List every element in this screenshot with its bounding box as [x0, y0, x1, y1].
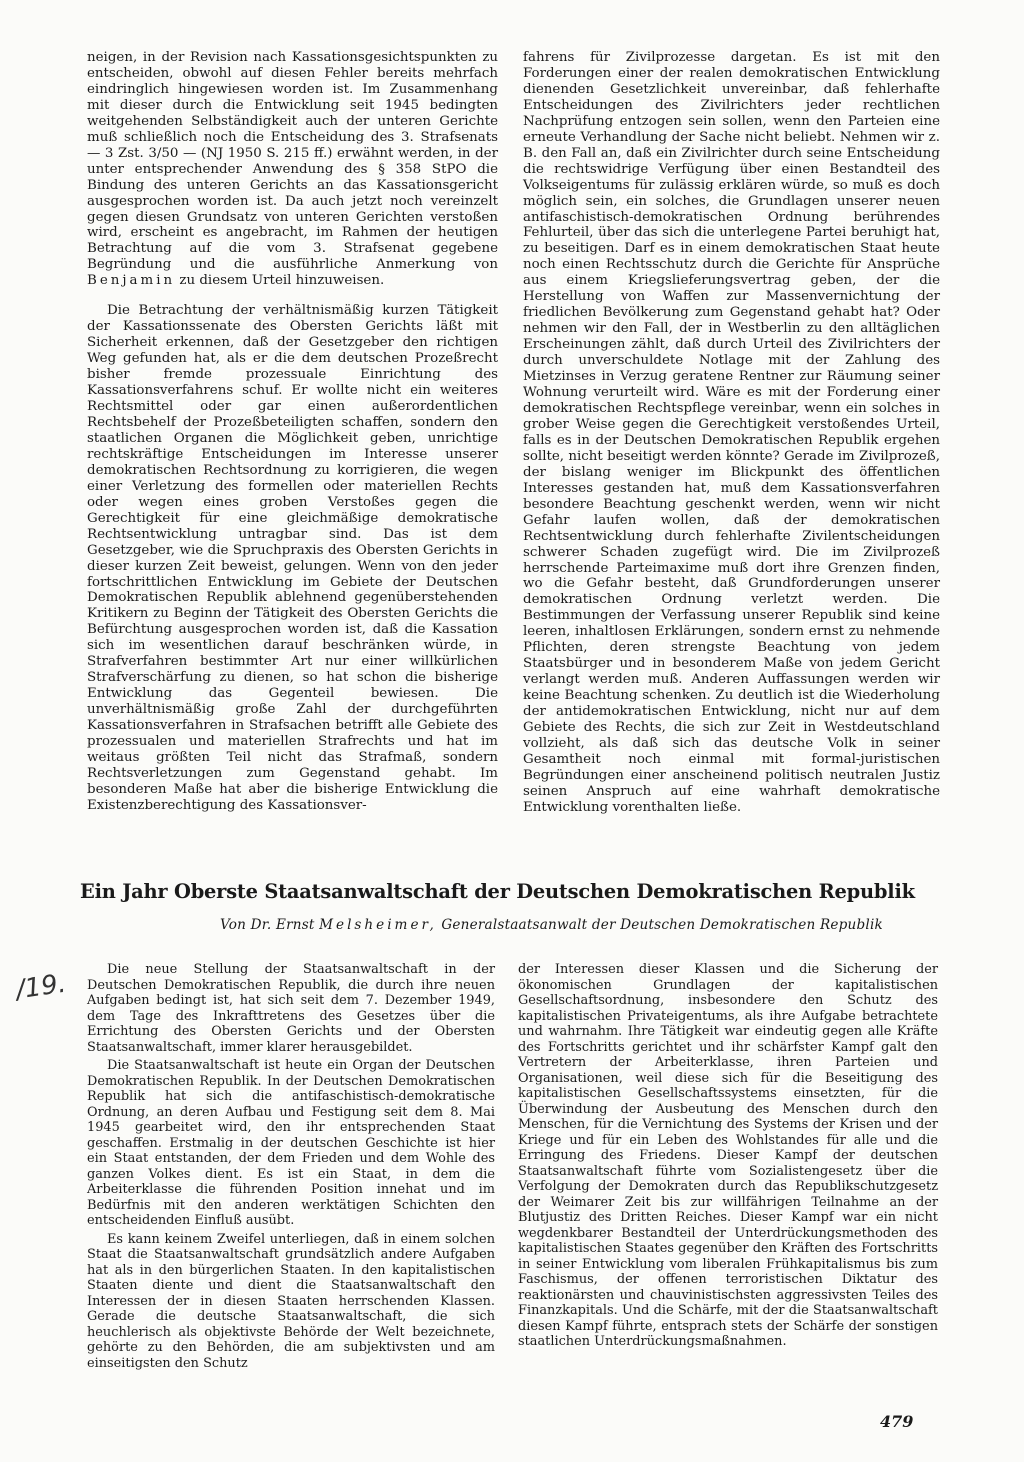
- bottom-left-column: [87, 962, 495, 1371]
- author-name: Benjamin: [87, 273, 176, 289]
- handwritten-margin-note: /19.: [14, 968, 68, 1006]
- paragraph: Die Staatsanwaltschaft ist heute ein Organ der Deutschen Demokratischen Republik. In der Deutschen Demokratischen Republik hat sich die antifaschistisch-demokratische Ordnung, an deren Aufbau und Festigung seit dem 8. Mai 1945 gearbeitet wird, den ihr entsprechenden Staat geschaffen. Erstmalig in der deutschen Geschichte ist hier ein Staat entstanden, der dem Frieden und dem Wohle des ganzen Volkes dient. Es ist ein Staat, in dem die Arbeiterklasse die führenden Position innehat und im Bedürfnis mit den anderen werktätigen Schichten den entscheidenden Einfluß ausübt.: [87, 1058, 495, 1228]
- bottom-right-column: [518, 962, 938, 1350]
- paragraph: Die Betrachtung der verhältnismäßig kurzen Tätigkeit der Kassationssenate des Obersten Gerichts läßt mit Sicherheit erkennen, daß der Gesetzgeber den richtigen Weg gefunden hat, als er die dem deutschen Prozeßrecht bisher fremde prozessuale Einrichtung des Kassationsverfahrens schuf. Er wollte nicht ein weiteres Rechtsmittel oder gar einen außerordentlichen Rechtsbehelf der Prozeßbeteiligten schaffen, sondern den staatlichen Organen die Möglichkeit geben, unrichtige rechtskräftige Entscheidungen im Interesse unserer demokratischen Rechtsordnung zu korrigieren, die wegen einer Verletzung des formellen oder materiellen Rechts oder wegen eines groben Verstoßes gegen die Gerechtigkeit für eine gleichmäßige demokratische Rechtsentwicklung untragbar sind. Das ist dem Gesetzgeber, wie die Spruchpraxis des Obersten Gerichts in dieser kurzen Zeit beweist, gelungen. Wenn von den jeder fortschrittlichen Entwicklung im Gebiete der Deutschen Demokratischen Republik ablehnend gegenüberstehenden Kritikern zu Beginn der Tätigkeit des Obersten Gerichts die Befürchtung ausgesprochen worden ist, daß die Kassation sich im wesentlichen darauf beschränken würde, in Strafverfahren bestimmter Art nur einer willkürlichen Strafverschärfung zu dienen, so hat schon die bisherige Entwicklung das Gegenteil bewiesen. Die unverhältnismäßig große Zahl der durchgeführten Kassationsverfahren in Strafsachen betrifft alle Gebiete des prozessualen und materiellen Strafrechts und hat im weitaus größten Teil nicht das Strafmaß, sondern Rechtsverletzungen zum Gegenstand gehabt. Im besonderen Maße hat aber die bisherige Entwicklung die Existenzberechtigung des Kassationsver-: [87, 303, 498, 813]
- paragraph: neigen, in der Revision nach Kassationsgesichtspunkten zu entscheiden, obwohl auf diesen Fehler bereits mehrfach eindringlich hingewiesen worden ist. Im Zusammenhang mit dieser durch die Entwicklung seit 1945 bedingten weitgehenden Selbständigkeit auch der unteren Gerichte muß schließlich noch die Entscheidung des 3. Strafsenats — 3 Zst. 3/50 — (NJ 1950 S. 215 ff.) erwähnt werden, in der unter entsprechender Anwendung des § 358 StPO die Bindung des unteren Gerichts an das Kassationsgericht ausgesprochen worden ist. Da auch jetzt noch vereinzelt gegen diesen Grundsatz von unteren Gerichten verstoßen wird, erscheint es angebracht, im Rahmen der heutigen Betrachtung auf die vom 3. Strafsenat gegebene Begründung und die ausführliche Anmerkung von Benjamin zu diesem Urteil hinzuweisen.: [87, 50, 498, 289]
- top-left-column: [87, 50, 498, 814]
- paragraph: Es kann keinem Zweifel unterliegen, daß in einem solchen Staat die Staatsanwaltschaft grundsätzlich andere Aufgaben hat als in den bürgerlichen Staaten. In den kapitalistischen Staaten diente und dient die Staatsanwaltschaft den Interessen der in diesen Staaten herrschenden Klassen. Gerade die deutsche Staatsanwaltschaft, die sich heuchlerisch als objektivste Behörde der Welt bezeichnete, gehörte zu den Behörden, die am subjektivsten und am einseitigsten den Schutz: [87, 1231, 495, 1371]
- paragraph: Die neue Stellung der Staatsanwaltschaft in der Deutschen Demokratischen Republik, die durch ihre neuen Aufgaben bedingt ist, hat sich seit dem 7. Dezember 1949, dem Tage des Inkrafttretens des Gesetzes über die Errichtung des Obersten Gerichts und der Obersten Staatsanwaltschaft, immer klarer herausgebildet.: [87, 962, 495, 1055]
- paragraph: der Interessen dieser Klassen und die Sicherung der ökonomischen Grundlagen der kapitalistischen Gesellschaftsordnung, insbesondere den Schutz des kapitalistischen Privateigentums, als ihre Aufgabe betrachtete und wahrnahm. Ihre Tätigkeit war eindeutig gegen alle Kräfte des Fortschritts gerichtet und ihr schärfster Kampf galt den Vertretern der Arbeiterklasse, ihren Parteien und Organisationen, weil diese sich für die Beseitigung des kapitalistischen Gesellschaftssystems einsetzten, für die Überwindung der Ausbeutung des Menschen durch den Menschen, für die Vernichtung des Systems der Krisen und der Kriege und für ein Leben des Wohlstandes für alle und die Erringung des Friedens. Dieser Kampf der deutschen Staatsanwaltschaft führte vom Sozialistengesetz über die Verfolgung der Demokraten durch das Republikschutzgesetz der Weimarer Zeit bis zur willfährigen Teilnahme an der Blutjustiz des Dritten Reiches. Dieser Kampf war ein nicht wegdenkbarer Bestandteil der Unterdrückungsmethoden des kapitalistischen Staates gegenüber den Kräften des Fortschritts in seiner Entwicklung vom liberalen Frühkapitalismus bis zum Faschismus, der offenen terroristischen Diktatur des reaktionärsten und chauvinistischsten aggressivsten Teiles des Finanzkapitals. Und die Schärfe, mit der die Staatsanwaltschaft diesen Kampf führte, entsprach stets der Schärfe der sonstigen staatlichen Unterdrückungsmaßnahmen.: [518, 962, 938, 1349]
- article-headline: Ein Jahr Oberste Staatsanwaltschaft der Deutschen Demokratischen Republik: [80, 880, 915, 903]
- page-number: 479: [880, 1412, 914, 1431]
- top-right-column: [523, 50, 940, 816]
- paragraph: fahrens für Zivilprozesse dargetan. Es ist mit den Forderungen einer der realen demokratischen Entwicklung dienenden Gesetzlichkeit unvereinbar, daß fehlerhafte Entscheidungen des Zivilrichters jeder rechtlichen Nachprüfung entzogen sein sollen, wenn den Parteien eine erneute Verhandlung der Sache nicht beliebt. Nehmen wir z. B. den Fall an, daß ein Zivilrichter durch seine Entscheidung die rechtswidrige Verfügung über einen Bestandteil des Volkseigentums für zulässig erklären würde, so muß es doch möglich sein, ein solches, die Grundlagen unserer neuen antifaschistisch-demokratischen Ordnung berührendes Fehlurteil, über das sich die unterlegene Partei beruhigt hat, zu beseitigen. Darf es in einem demokratischen Staat heute noch einen Rechtsschutz durch die Gerichte für Ansprüche aus einem Kriegslieferungsvertrag geben, der die Herstellung von Waffen zur Massenvernichtung der friedlichen Bevölkerung zum Gegenstand gehabt hat? Oder nehmen wir den Fall, der in Westberlin zu den alltäglichen Erscheinungen zählt, daß durch Urteil des Zivilrichters der durch unverschuldete Notlage mit der Zahlung des Mietzinses in Verzug geratene Rentner zur Räumung seiner Wohnung verurteilt wird. Wäre es mit der Forderung einer demokratischen Rechtspflege vereinbar, wenn ein solches in grober Weise gegen die Gerechtigkeit verstoßendes Urteil, falls es in der Deutschen Demokratischen Republik ergehen sollte, nicht beseitigt werden könnte? Gerade im Zivilprozeß, der bislang weniger im Blickpunkt des öffentlichen Interesses gestanden hat, muß dem Kassationsverfahren besondere Beachtung geschenkt werden, wenn wir nicht Gefahr laufen wollen, daß der demokratischen Rechtsentwicklung durch fehlerhafte Zivilentscheidungen schwerer Schaden zugefügt wird. Die im Zivilprozeß herrschende Parteimaxime muß dort ihre Grenzen finden, wo die Gefahr besteht, daß Grundforderungen unserer demokratischen Ordnung verletzt werden. Die Bestimmungen der Verfassung unserer Republik sind keine leeren, inhaltlosen Erklärungen, sondern ernst zu nehmende Pflichten, deren strengste Beachtung von jedem Staatsbürger und in besonderem Maße von jedem Gericht verlangt werden muß. Anderen Auffassungen werden wir keine Beachtung schenken. Zu deutlich ist die Wiederholung der antidemokratischen Entwicklung, nicht nur auf dem Gebiete des Rechts, die sich zur Zeit in Westdeutschland vollzieht, als daß sich das deutsche Volk in seiner Gesamtheit noch einmal mit formal-juristischen Begründungen einer anscheinend politisch neutralen Justiz seinen Anspruch auf eine wahrhaft demokratische Entwicklung vorenthalten ließe.: [523, 50, 940, 815]
- author-name: Melsheimer,: [319, 917, 437, 933]
- article-byline: Von Dr. Ernst Melsheimer, Generalstaatsanwalt der Deutschen Demokratischen Republik: [220, 917, 883, 933]
